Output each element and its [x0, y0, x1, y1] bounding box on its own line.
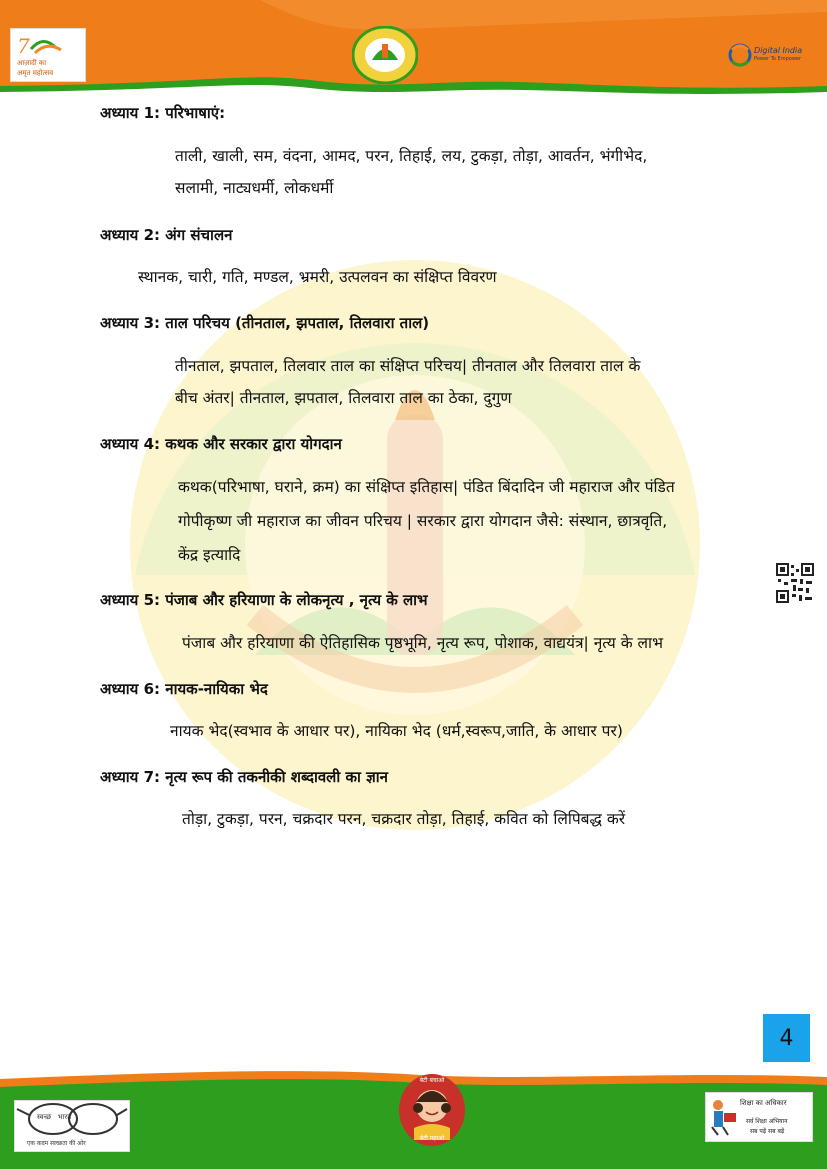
- chapter-3-line-2: बीच अंतर| तीनताल, झपताल, तिलवारा ताल का ठेका, दुगुण: [175, 389, 512, 407]
- shiksha-line-2: सब पढ़ें सब बढ़ें: [750, 1128, 785, 1135]
- chapter-2-line-1: स्थानक, चारी, गति, मण्डल, भ्रमरी, उत्पलवन का संक्षिप्त विवरण: [138, 268, 497, 286]
- chapter-2-title: अध्याय 2: अंग संचालन: [100, 226, 233, 244]
- amrit-logo-line1: आज़ादी का: [17, 59, 47, 67]
- shiksha-ka-adhikar-logo: [705, 1092, 813, 1142]
- qr-code-icon: [776, 563, 814, 603]
- swachh-bharat-tagline: एक कदम स्वच्छता की ओर: [27, 1140, 86, 1147]
- chapter-6-title: अध्याय 6: नायक-नायिका भेद: [100, 680, 268, 698]
- chapter-1-title: अध्याय 1: परिभाषाएं:: [100, 104, 226, 122]
- chapter-4-title: अध्याय 4: कथक और सरकार द्वारा योगदान: [100, 435, 342, 453]
- chapter-4-line-1: कथक(परिभाषा, घराने, क्रम) का संक्षिप्त इतिहास| पंडित बिंदादिन जी महाराज और पंडित: [178, 478, 675, 496]
- swachh-bharat-text: स्वच्छ भारत: [37, 1113, 72, 1121]
- chapter-5-title: अध्याय 5: पंजाब और हरियाणा के लोकनृत्य , नृत्य के लाभ: [100, 591, 428, 609]
- chapter-1-line-2: सलामी, नाट्यधर्मी, लोकधर्मी: [175, 179, 334, 197]
- chapter-7-title: अध्याय 7: नृत्य रूप की तकनीकी शब्दावली का ज्ञान: [100, 768, 388, 786]
- shiksha-line-1: सर्व शिक्षा अभियान: [746, 1118, 788, 1125]
- page-number: 4: [763, 1014, 810, 1062]
- azadi-ka-amrit-mahotsav-logo: [10, 28, 86, 82]
- beti-bachao-top-text: बेटी बचाओ: [419, 1077, 445, 1084]
- chapter-5-line-1: पंजाब और हरियाणा की ऐतिहासिक पृष्ठभूमि, नृत्य रूप, पोशाक, वाद्ययंत्र| नृत्य के लाभ: [182, 634, 663, 652]
- swachh-bharat-logo: [14, 1100, 130, 1152]
- chapter-3-line-1: तीनताल, झपताल, तिलवार ताल का संक्षिप्त परिचय| तीनताल और तिलवारा ताल के: [175, 357, 641, 375]
- chapter-7-line-1: तोड़ा, टुकड़ा, परन, चक्रदार परन, चक्रदार तोड़ा, तिहाई, कवित को लिपिबद्ध करें: [182, 810, 626, 828]
- chapter-1-line-1: ताली, खाली, सम, वंदना, आमद, परन, तिहाई, लय, टुकड़ा, तोड़ा, आवर्तन, भंगीभेद,: [175, 147, 648, 165]
- digital-india-logo: [728, 42, 818, 70]
- chapter-6-line-1: नायक भेद(स्वभाव के आधार पर), नायिका भेद (धर्म,स्वरूप,जाति, के आधार पर): [170, 722, 623, 740]
- children-reading-icon: [708, 1097, 738, 1137]
- svg-text:7: 7: [17, 34, 30, 58]
- board-emblem-icon: [352, 26, 418, 84]
- digital-india-sub: Power To Empower: [754, 56, 802, 62]
- beti-bachao-logo: [398, 1072, 466, 1148]
- beti-padhao-bottom-text: बेटी पढ़ाओ: [419, 1135, 445, 1142]
- gandhi-glasses-icon: [15, 1101, 129, 1137]
- shiksha-title: शिक्षा का अधिकार: [740, 1099, 787, 1107]
- amrit-logo-line2: अमृत महोत्सव: [17, 69, 54, 77]
- digital-india-title: Digital India: [754, 46, 803, 55]
- digital-india-emblem-icon: [728, 42, 752, 68]
- chapter-4-line-2: गोपीकृष्ण जी महाराज का जीवन परिचय | सरकार द्वारा योगदान जैसे: संस्थान, छात्रवृति,: [178, 512, 668, 530]
- chapter-4-line-3: केंद्र इत्यादि: [178, 546, 241, 564]
- chapter-3-title: अध्याय 3: ताल परिचय (तीनताल, झपताल, तिलवारा ताल): [100, 314, 430, 332]
